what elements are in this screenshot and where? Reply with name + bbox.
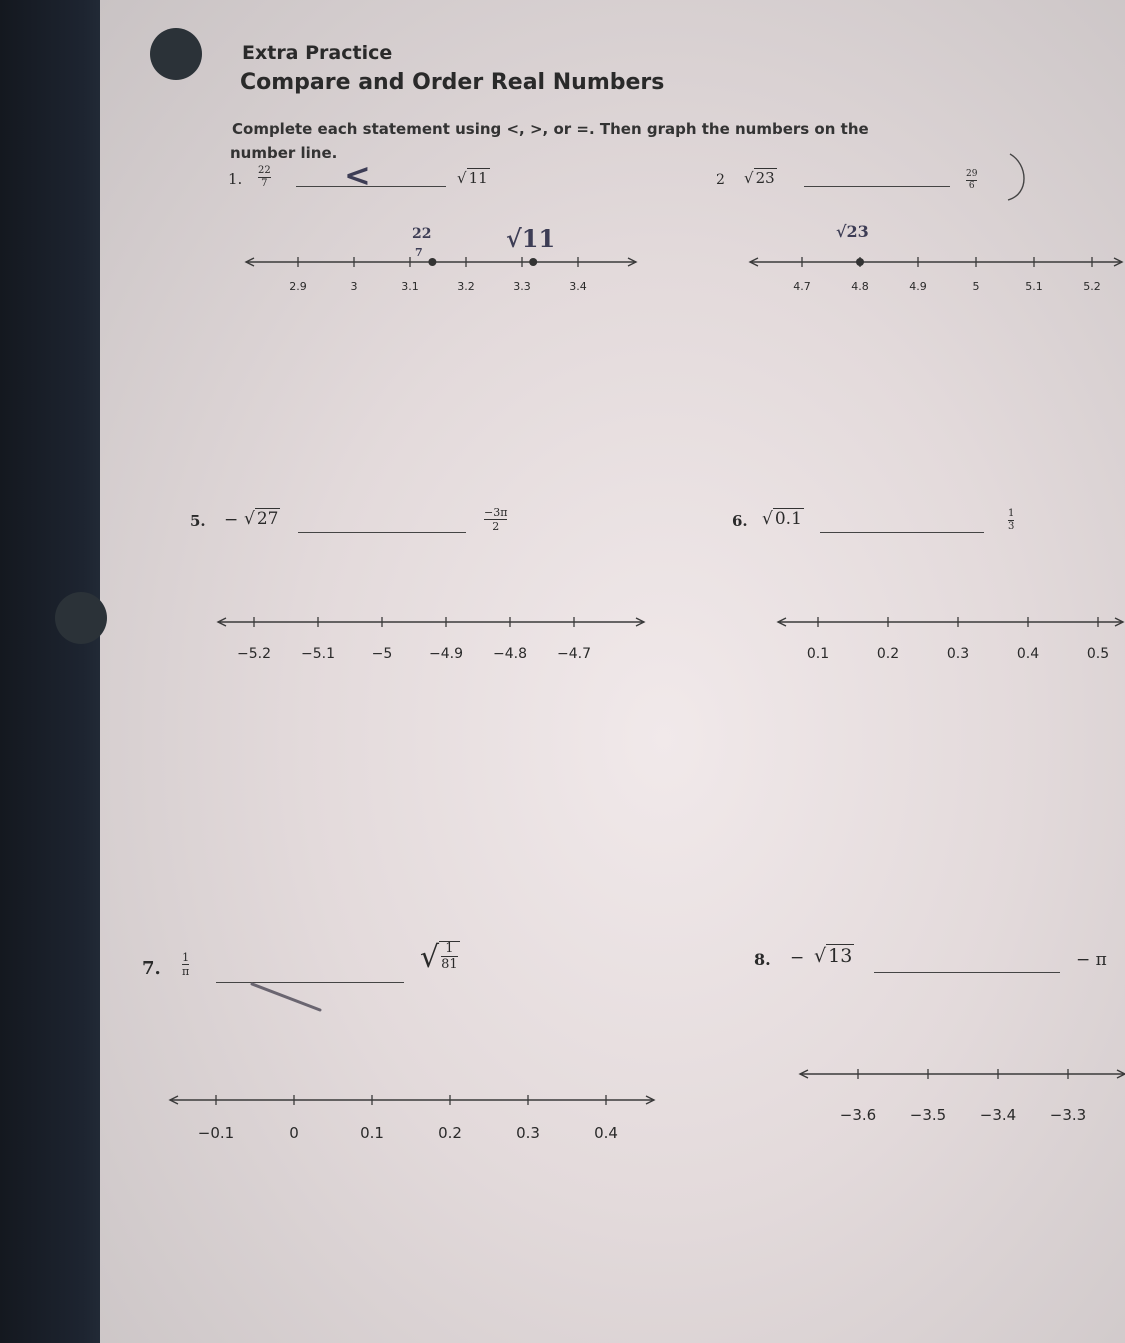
- tick-label: −0.1: [197, 1124, 235, 1142]
- answer-blank[interactable]: [804, 186, 950, 187]
- problem-number: 2: [716, 172, 725, 188]
- tick-label: −4.7: [557, 646, 591, 662]
- handwritten-label: 22: [412, 226, 432, 242]
- tick-label: 4.7: [793, 280, 811, 293]
- radicand: 23: [755, 169, 775, 187]
- handwritten-label: √11: [506, 224, 556, 253]
- number-line: [800, 1066, 1125, 1130]
- tick-label: −5.2: [237, 646, 271, 662]
- tick-label: −3.4: [979, 1106, 1017, 1124]
- tick-label: −5.1: [301, 646, 335, 662]
- numerator: 29: [966, 169, 978, 179]
- answer-symbol: <: [344, 156, 371, 194]
- number-line: [778, 614, 1123, 670]
- tick-label: 3: [350, 280, 358, 293]
- tick-label: 5: [972, 280, 980, 293]
- number-line: [246, 254, 636, 304]
- fraction: [182, 952, 189, 977]
- square-root: √ 1 81: [420, 940, 458, 975]
- tick-label: 0.1: [806, 646, 830, 662]
- tick-label: 5.2: [1083, 280, 1101, 293]
- pencil-mark: [250, 980, 330, 1020]
- tick-label: 0.2: [438, 1124, 462, 1142]
- tick-label: 0.3: [516, 1124, 540, 1142]
- hole-punch: [55, 592, 107, 644]
- number-line: [218, 614, 644, 670]
- radicand: 11: [468, 169, 488, 187]
- radicand: 13: [828, 945, 853, 967]
- tick-label: 4.8: [851, 280, 869, 293]
- radicand: 0.1: [774, 509, 802, 529]
- fraction: [484, 507, 507, 532]
- number-line: [170, 1092, 654, 1152]
- problem-number: 8.: [754, 950, 771, 969]
- fraction: [258, 166, 271, 189]
- tick-label: 3.1: [401, 280, 419, 293]
- tick-label: 0.3: [946, 646, 970, 662]
- problem-number: 7.: [142, 958, 161, 979]
- tick-label: 3.2: [457, 280, 475, 293]
- numerator: 1: [182, 951, 190, 964]
- tick-label: −4.8: [493, 646, 527, 662]
- circle-mark: [950, 150, 1030, 210]
- denominator: 2: [492, 520, 500, 533]
- tick-label: −4.9: [429, 646, 463, 662]
- numerator: 1: [445, 941, 454, 956]
- tick-label: −3.3: [1049, 1106, 1087, 1124]
- tick-label: 3.3: [513, 280, 531, 293]
- denominator: 81: [441, 957, 458, 972]
- square-root: √ 27: [244, 509, 279, 529]
- hole-punch: [150, 28, 202, 80]
- denominator: 3: [1008, 521, 1015, 532]
- tick-label: 0.4: [1016, 646, 1040, 662]
- problem-number: 1.: [228, 170, 243, 188]
- page-title: Compare and Order Real Numbers: [240, 70, 665, 95]
- instructions: Complete each statement using <, >, or =. Then graph the numbers on the: [232, 120, 869, 138]
- plotted-point: [856, 258, 864, 266]
- problem-number: 6.: [732, 512, 748, 530]
- negative-sign: −: [790, 948, 805, 968]
- square-root: √ 0.1: [762, 509, 802, 529]
- tick-label: 0.5: [1086, 646, 1110, 662]
- square-root: √ 11: [457, 169, 488, 187]
- tick-label: 5.1: [1025, 280, 1043, 293]
- tick-label: 0.2: [876, 646, 900, 662]
- answer-blank[interactable]: [296, 186, 446, 187]
- plotted-point: [529, 258, 537, 266]
- negative-pi: − π: [1076, 950, 1107, 970]
- problem-number: 5.: [190, 512, 206, 530]
- negative-sign: −: [224, 510, 239, 530]
- denominator: 6: [968, 181, 975, 191]
- number-line: [750, 254, 1122, 304]
- handwritten-label: 7: [415, 246, 423, 259]
- handwritten-label: √23: [836, 222, 869, 241]
- answer-blank[interactable]: [298, 532, 466, 533]
- denominator: 7: [261, 178, 268, 189]
- tick-label: 0: [289, 1124, 299, 1142]
- numerator: 22: [258, 165, 271, 176]
- answer-blank[interactable]: [874, 972, 1060, 973]
- numerator: 1: [1008, 508, 1015, 519]
- square-root: √ 23: [744, 169, 775, 187]
- tick-label: 2.9: [289, 280, 307, 293]
- square-root: √ 13: [814, 945, 853, 967]
- instructions-cont: number line.: [230, 144, 338, 162]
- fraction: [441, 942, 458, 971]
- plotted-point: [428, 258, 436, 266]
- answer-blank[interactable]: [820, 532, 984, 533]
- fraction: [1008, 509, 1014, 532]
- tick-label: −3.6: [839, 1106, 877, 1124]
- numerator: −3π: [484, 506, 508, 519]
- radicand: 27: [256, 509, 279, 529]
- section-label: Extra Practice: [242, 42, 393, 64]
- tick-label: 3.4: [569, 280, 587, 293]
- tick-label: 0.4: [594, 1124, 618, 1142]
- denominator: π: [182, 965, 190, 978]
- tick-label: −5: [371, 646, 393, 662]
- tick-label: −3.5: [909, 1106, 947, 1124]
- tick-label: 0.1: [360, 1124, 384, 1142]
- tick-label: 4.9: [909, 280, 927, 293]
